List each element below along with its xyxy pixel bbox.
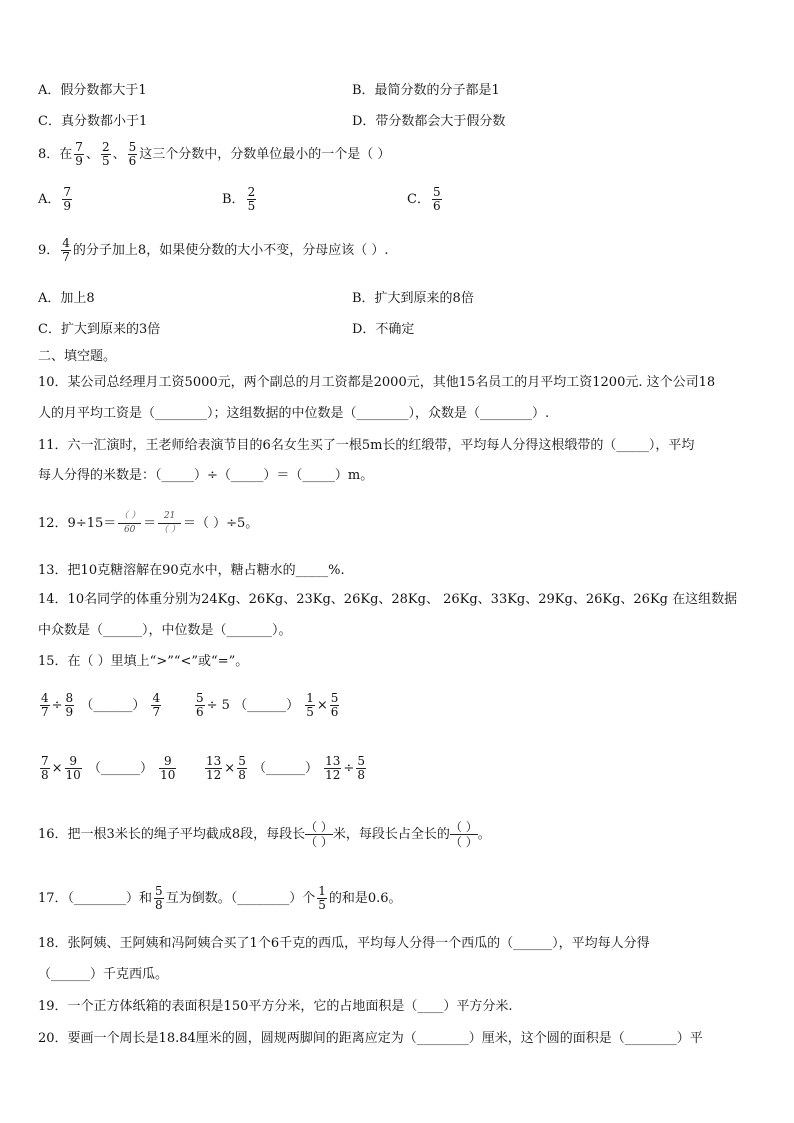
- q11-line2: 每人分得的米数是：（_____）÷（_____）＝（_____）m。: [38, 468, 374, 483]
- q7-option-a: A．假分数都大于1: [38, 83, 147, 98]
- q15-row1: $\frac{4}{7}$ ÷ $\frac{8}{9}$ （______） $\frac{4}{7}$ $\frac{5}{6}$ ÷ 5 （______） $\frac{1}{5}$ × $\frac{5}{6}$: [41, 691, 339, 719]
- q9-option-b: B．扩大到原来的8倍: [352, 291, 474, 306]
- q7-option-c: C．真分数都小于1: [38, 114, 148, 129]
- fraction-blank[interactable]: （ ） （ ）: [305, 820, 333, 849]
- q16: 16．把一根3米长的绳子平均截成8段，每段长 （ ） （ ） 米，每段长占全长的 （ ） （ ） 。: [38, 820, 491, 849]
- q9-row2: [38, 321, 760, 339]
- q9-option-a: A．加上8: [38, 291, 95, 306]
- answer-blank[interactable]: （______）: [252, 761, 318, 776]
- fraction: $\frac{5}{6}$: [128, 140, 137, 168]
- answer-blank[interactable]: （______）: [80, 698, 146, 713]
- q9-stem: 9． $\frac{4}{7}$ 的分子加上8，如果使分数的大小不变，分母应该（ ）.: [38, 236, 389, 264]
- q7-option-b: B．最简分数的分子都是1: [352, 83, 500, 98]
- fraction-blank[interactable]: （ ） （ ）: [449, 820, 478, 849]
- q9-option-d: D．不确定: [352, 322, 415, 337]
- q12: 12．9÷15＝ $\frac{( )}{60}$ ＝ $\frac{21}{( )}$ ＝（ ）÷5。: [38, 511, 259, 535]
- section-heading-fill-in: 二、填空题。: [38, 349, 117, 364]
- q10-line1: 10．某公司总经理月工资5000元，两个副总的月工资都是2000元，其他15名员工的月平均工资1200元. 这个公司18: [38, 375, 716, 390]
- q8-option-b: B． $\frac{2}{5}$: [222, 185, 256, 213]
- fraction: $\frac{2}{5}$: [101, 140, 110, 168]
- fraction: $\frac{( )}{60}$: [119, 511, 141, 535]
- q13: 13．把10克糖溶解在90克水中，糖占糖水的_____%.: [38, 563, 345, 578]
- q18-line2: （______）千克西瓜。: [38, 967, 169, 982]
- q9-text: 的分子加上8，如果使分数的大小不变，分母应该（ ）.: [72, 243, 389, 258]
- q11-line1: 11．六一汇演时，王老师给表演节目的6名女生买了一根5m长的红缎带，平均每人分得这根缎带的（_____），平均: [38, 438, 695, 453]
- q14-line2: 中众数是（______），中位数是（_______）。: [38, 623, 292, 638]
- q8-option-c: C． $\frac{5}{6}$: [407, 185, 441, 213]
- q15-title: 15．在（ ）里填上“>”“<”或“=”。: [38, 654, 249, 669]
- q17: 17．（________）和 $\frac{5}{8}$ 互为倒数。（________）个 $\frac{1}{5}$ 的和是0.6。: [38, 884, 402, 912]
- q7-option-d: D．带分数都会大于假分数: [352, 114, 506, 129]
- q9-row1: [38, 290, 760, 308]
- q8-stem: 8．在 $\frac{7}{9}$ 、 $\frac{2}{5}$ 、 $\frac{5}{6}$ 这三个分数中，分数单位最小的一个是（ ）: [38, 140, 391, 168]
- answer-blank[interactable]: （______）: [87, 761, 153, 776]
- fraction: $\frac{21}{( )}$: [159, 511, 181, 535]
- q10-line2: 人的月平均工资是（________）；这组数据的中位数是（________），众数是（________）.: [38, 406, 550, 421]
- q8-text: 这三个分数中，分数单位最小的一个是（ ）: [139, 147, 391, 162]
- q7-row1: [38, 82, 760, 100]
- q20: 20．要画一个周长是18.84厘米的圆，圆规两脚间的距离应定为（________）厘米，这个圆的面积是（________）平: [38, 1031, 703, 1046]
- q19: 19．一个正方体纸箱的表面积是150平方分米，它的占地面积是（____）平方分米.: [38, 999, 513, 1014]
- q7-row2: [38, 113, 760, 131]
- q18-line1: 18．张阿姨、王阿姨和冯阿姨合买了1个6千克的西瓜，平均每人分得一个西瓜的（______），平均每人分得: [38, 936, 650, 951]
- fraction: $\frac{4}{7}$: [62, 236, 70, 264]
- fraction: $\frac{7}{9}$: [75, 140, 83, 168]
- q15-row2: $\frac{7}{8}$ × $\frac{9}{10}$ （______） $\frac{9}{10}$ $\frac{13}{12}$ × $\frac{5}{8}$ （______） $\frac{13}{12}$ ÷ $\frac{5}{8}$: [41, 754, 365, 782]
- q8-number: 8．在: [38, 147, 73, 162]
- q8-option-a: A． $\frac{7}{9}$: [38, 185, 72, 213]
- q14-line1: 14．10名同学的体重分别为24Kg、26Kg、23Kg、26Kg、28Kg、 26Kg、33Kg、29Kg、26Kg、26Kg 在这组数据: [38, 592, 738, 607]
- answer-blank[interactable]: （______）: [234, 698, 300, 713]
- q8-options: [38, 186, 760, 213]
- q9-option-c: C．扩大到原来的3倍: [38, 322, 161, 337]
